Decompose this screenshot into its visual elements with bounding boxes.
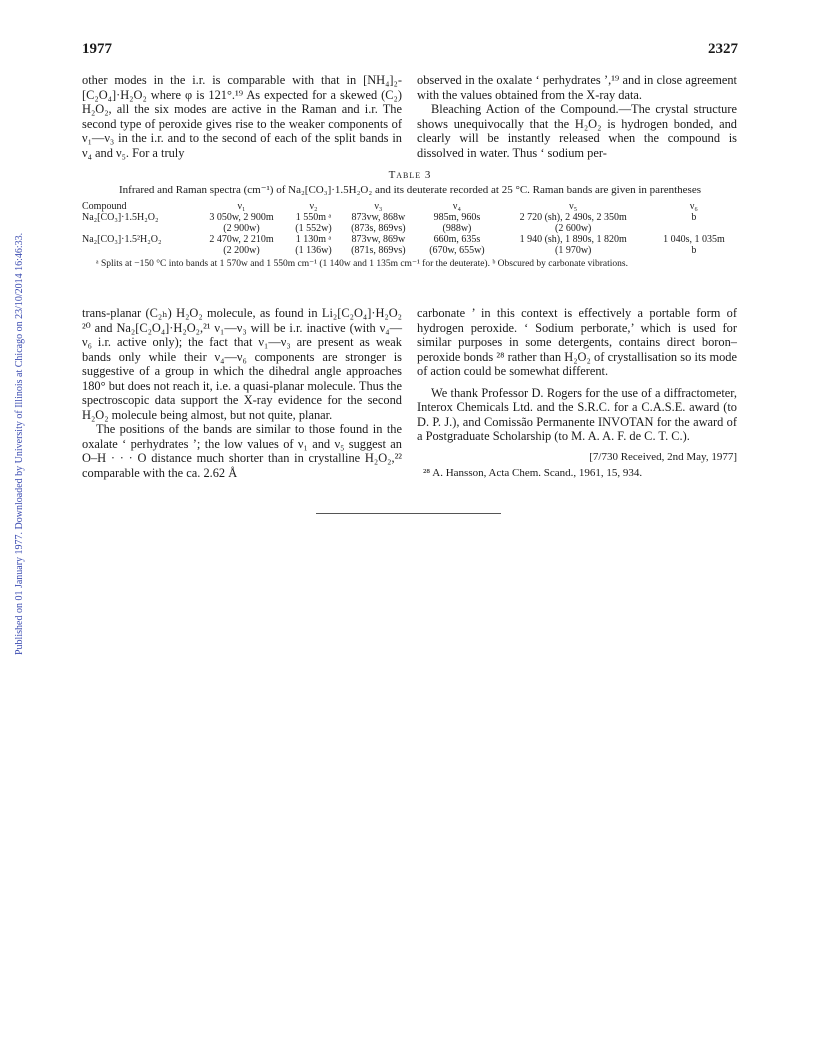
received-date: [7/730 Received, 2nd May, 1977] [589,450,737,463]
table-cell: 873vw, 869w [351,234,406,245]
table-cell: 1 130m ᵃ [295,234,332,245]
table-cell: (988w) [442,223,472,234]
body-paragraph: The positions of the bands are similar to those found in the oxalate ‘ perhydrates ’; the low values of ν₁ and ν₅ suggest an O–H · · · O distance much shorter than in crystalline H₂O₂,²² comparable with the ca. 2.62 Å [82,422,402,480]
publication-watermark [2,185,25,655]
reference-28: ²⁸ A. Hansson, Acta Chem. Scand., 1961, 15, 934. [423,467,643,479]
table-title: Table 3 [388,169,432,181]
journal-year: 1977 [82,41,112,57]
table-cell: 3 050w, 2 900m [209,212,274,223]
table-cell: (2 600w) [554,223,592,234]
column-header: ν₄ [452,201,461,212]
table-cell: (1 552w) [295,223,332,234]
table-row [82,212,738,223]
table-row [82,234,738,245]
table-row [82,245,738,256]
table-cell: b [691,245,697,256]
table-cell [650,223,738,234]
column-header: ν₃ [374,201,383,212]
table-cell: (670w, 655w) [429,245,485,256]
table-cell: (2 900w) [223,223,260,234]
column-header: ν₂ [309,201,318,212]
body-paragraph: carbonate ’ in this context is effectively a portable form of hydrogen peroxide. ‘ Sodium perborate,’ which is used for similar purposes in some detergents, contains direct boron–peroxide bonds ²⁸ rather than H₂O₂ of crystallisation so its mode of action could be somewhat different. [417,306,737,378]
page-number: 2327 [708,41,738,57]
spectra-table-block [82,169,738,280]
table-caption: Infrared and Raman spectra (cm⁻¹) of Na₂[CO₃]·1.5H₂O₂ and its deuterate recorded at 25 °C. Raman bands are given in parentheses [119,184,701,196]
table-cell: 1 940 (sh), 1 890s, 1 820m [519,234,627,245]
table-cell: b [691,212,697,223]
table-cell: 873vw, 868w [351,212,406,223]
table-cell: (1 970w) [554,245,592,256]
table-cell: (2 200w) [223,245,260,256]
section-paragraph-bleaching: Bleaching Action of the Compound.—The crystal structure shows unequivocally that the H₂O₂ is hydrogen bonded, and clearly will be instantly released when the compound is dissolved in water. Thus ‘ sodium per- [417,102,737,160]
right-column-top [417,73,737,160]
body-paragraph: trans-planar (C₂ₕ) H₂O₂ molecule, as found in Li₂[C₂O₄]·H₂O₂ ²⁰ and Na₂[C₂O₄]·H₂O₂,²¹ ν₁—ν₃ will be i.r. inactive (with ν₄—ν₆ i.r. active only); the fact that ν₁—ν₃ are present as weak bands only while their ν₄—ν₆ components are stronger is suggestive of a group in which the dihedral angle approaches 180° but does not reach it, i.e. a quasi-planar molecule. Thus the spectroscopic data support the X-ray evidence for the second H₂O₂ molecule being almost, but not quite, planar. [82,306,402,422]
body-paragraph: other modes in the i.r. is comparable with that in [NH₄]₂-[C₂O₄]·H₂O₂ where φ is 121°.¹⁹ As expected for a skewed (C₂) H₂O₂, all the six modes are active in the Raman and i.r. The second type of peroxide gives rise to the weaker components of ν₁—ν₃ in the i.r. and to the second of each of the split bands in ν₄ and ν₅. For a truly [82,73,402,160]
left-column-bottom [82,306,402,480]
watermark-text: Published on 01 January 1977. Downloaded by University of Illinois at Chicago on 23/10/2014 16:46:33. [14,232,25,655]
right-column-bottom [417,306,737,481]
left-column-top [82,73,402,160]
column-header: ν₆ [689,201,698,212]
table-cell: 2 470w, 2 210m [209,234,274,245]
table-cell [82,223,196,234]
end-divider [316,513,501,514]
table-cell: (1 136w) [295,245,332,256]
column-header: ν₁ [237,201,246,212]
table-cell: (873s, 869vs) [351,223,406,234]
table-cell [82,245,196,256]
table-cell: 2 720 (sh), 2 490s, 2 350m [519,212,627,223]
table-cell: 985m, 960s [433,212,481,223]
table-cell: 1 550m ᵃ [295,212,332,223]
table-cell: 1 040s, 1 035m [663,234,725,245]
table-header-row [82,201,738,212]
page-header [82,41,738,61]
acknowledgement: We thank Professor D. Rogers for the use of a diffractometer, Interox Chemicals Ltd. and the S.R.C. for a C.A.S.E. award (to D. P. J.), and Comissão Permanente INVOTAN for the award of a Postgraduate Scholarship (to M. A. A. F. de C. T. C.). [417,385,737,443]
table-cell: 660m, 635s [433,234,481,245]
table-footnotes: ᵃ Splits at −150 °C into bands at 1 570w and 1 550m cm⁻¹ (1 140w and 1 135m cm⁻¹ for the deuterate). ᵇ Obscured by carbonate vibrations. [96,259,628,269]
table-cell: Na₂[CO₃]·1.5H₂O₂ [82,212,159,223]
column-header: Compound [82,201,127,212]
spectra-table [82,201,738,256]
table-row [82,223,738,234]
body-paragraph: observed in the oxalate ‘ perhydrates ’,¹⁹ and in close agreement with the values obtained from the X-ray data. [417,73,737,102]
column-header: ν₅ [569,201,578,212]
table-cell: (871s, 869vs) [351,245,406,256]
table-cell: Na₂[CO₃]·1.5²H₂O₂ [82,234,162,245]
